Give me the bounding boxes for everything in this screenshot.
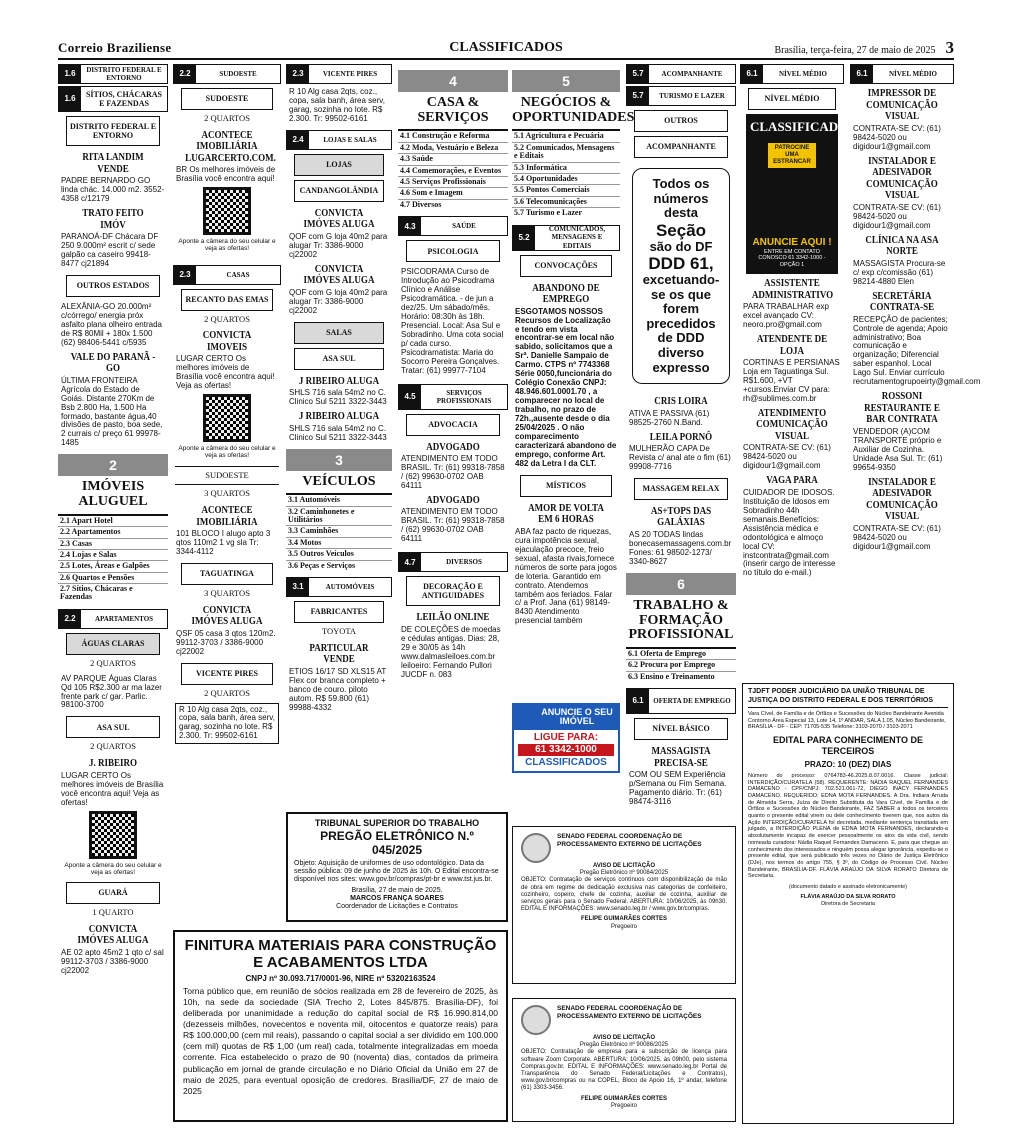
subsection-box: FABRICANTES — [294, 601, 384, 623]
classified-ad: ADVOGADO ATENDIMENTO EM TODO BRASIL. Tr: (61) 99318-7858 / (62) 99630-0702 OAB 64111 — [401, 440, 505, 490]
rooms-label: 3 QUARTOS — [204, 588, 250, 599]
classified-ad: J RIBEIRO ALUGA SHLS 716 sala 54m2 no C. Clinico Sul 5211 3322-3443 — [289, 374, 387, 407]
classified-ad: CONVICTA IMÓVES ALUGA AE 02 apto 45m2 1 qto c/ sal 99112-3703 / 3386-9000 cj22002 — [61, 922, 164, 975]
rooms-label: 2 QUARTOS — [90, 741, 136, 752]
classified-ad: TRATO FEITO IMÓV PARANOÁ-DF Chácara DF 250 9.000m² escrit c/ sede galpão ca caseiro 99418-8477 cj21894 — [61, 206, 159, 268]
subsection-box: CONVOCAÇÕES — [520, 255, 612, 277]
rooms-label: 3 QUARTOS — [204, 488, 250, 499]
subsection-box: LOJAS — [294, 154, 384, 176]
subsection-box: RECANTO DAS EMAS — [181, 289, 273, 311]
category-tag: 2.3 VICENTE PIRES — [286, 64, 392, 84]
notice-senado-2: SENADO FEDERAL COORDENAÇÃO DE PROCESSAMENTO EXTERNO DE LICITAÇÕES AVISO DE LICITAÇÃO Pregão Eletrônico nº 90086/2025 OBJETO: Contratação de empresa para a subscrição de licença para software Zoom Corporate. ABERTURA: 10/06/2025, às 09h00, pelo sistema Compras.gov.br. EDITAL E INFORMAÇÕES: www.senado.leg.br Portal de Transparência do Senado Federal/Licitações e Contratos), www.gov.br/compras ou na COPEL, Bloco de Apoio 16, 1º andar, telefone (61) 3303-3456. FELIPE GUIMARÃES CORTES Pregoeiro — [512, 998, 736, 1122]
rooms-label: 2 QUARTOS — [204, 687, 250, 698]
rooms-label: 2 QUARTOS — [90, 657, 136, 668]
column-5 — [512, 64, 635, 628]
classified-ad: CONVICTA IMOVEIS LUGAR CERTO Os melhores imóveis de Brasília você encontra aqui! Veja as ofertas! Aponte a câmera do seu celular e veja as ofertas! — [176, 329, 276, 460]
section-index: 6.1 Oferta de Emprego 6.2 Procura por Emprego 6.3 Ensino e Treinamento — [626, 647, 736, 682]
classified-ad: R 10 Alg casa 2qts, coz., copa, sala banh, área serv, garag, sozinha no lote. R$ 2.300. Tr: 99502-6161 — [289, 87, 385, 123]
classified-ad: ABANDONO DE EMPREGO ESGOTAMOS NOSSOS Recursos de Localização e tendo em vista encontrar-se em local não sabido, solicitamos que a Srª. Danielle Sampaio de Carmo. CTPS nº 7743368 Série 0050,funcionária do Colégio Conexão CNPJ: 48.946.601.0001.70 , a comparecer no local de trabalho, no prazo de 72h.,ausente desde o dia 25/04/2025 . O não comparecimento caracterizará abandono de emprego, conforme Art. 482 da Letra I da CLT. — [515, 281, 617, 468]
subsection-box: DECORAÇÃO E ANTIGUIDADES — [406, 576, 500, 606]
category-tag: 1.6 DISTRITO FEDERAL E ENTORNO — [58, 64, 168, 84]
category-tag: 5.7 TURISMO E LAZER — [626, 86, 736, 106]
subsection-box: VICENTE PIRES — [181, 663, 273, 685]
subsection-box: DISTRITO FEDERAL E ENTORNO — [66, 116, 160, 146]
category-tag: 2.2 APARTAMENTOS — [58, 609, 168, 629]
category-tag: 2.2 SUDOESTE — [173, 64, 281, 84]
category-tag: 2.4 LOJAS E SALAS — [286, 130, 392, 150]
category-tag: 3.1 AUTOMÓVEIS — [286, 577, 392, 597]
column-3 — [286, 64, 392, 715]
classified-ad: CONVICTA IMÓVES ALUGA QSF 05 casa 3 qtos 120m2. 99112-3703 / 3386-9000 cj22002 — [176, 603, 276, 656]
section-number: 6 — [626, 573, 736, 595]
notice-tjdft: TJDFT PODER JUDICIÁRIO DA UNIÃO TRIBUNAL DE JUSTIÇA DO DISTRITO FEDERAL E DOS TERRITÓRIOS Vara Cível, de Família e de Órfãos e Sucessões do Núcleo Bandeirante Avenida Contorno Área Especial 13, Lote 14, 1º ANDAR, SALA 1.05, Núcleo Bandeirante, BRASÍLIA - DF - CEP: 71705-535 Telefone: 3103-2070 / 3103-2071 EDITAL PARA CONHECIMENTO DE TERCEIROS PRAZO: 10 (DEZ) DIAS Número do processo: 0764783-46.2025.8.07.0016. Classe judicial: INTERDIÇÃO/CURATELA (58). REQUERENTE: NÁDIA RAQUEL FERNANDES DAMACENO - CPF/CNPJ: 702.521.061-72, DIEGO INACY FERNANDES DAMACENO. REQUERIDO: EDNA MOTA FERNANDES. A Dra. Indiara Arruda de Almeida Serra, Juíza de Direito Substituta da Vara Cível, de Família e de Órfãos e Sucessões do Núcleo Bandeirante, FAZ SABER a todos os terceiros quanto o presente edital virem ou dele conhecimento tiverem que, nos autos da Ação INTERDIÇÃO/CURATELA foi decretada, mediante sentença transitada em julgado, a INTERDIÇÃO PLENA de EDNA MOTA FERNANDES, declarando-a absolutamente incapaz de exercer pessoalmente os atos da vida civil, sendo nomeada curadora: Nádia Raquel Fernandes Damaceno. E, para que chegue ao conhecimento dos interessados e ninguém possa alegar ignorância, expediu-se o presente edital, que será publicado três vezes no Diário de Justiça Eletrônico (DJe), nos termos do artigo 755, § 3º, do Código de Processo Civil. Núcleo Bandeirante, BRASÍLIA-DF. FLÁVIA ARAÚJO DA SILVA RORATO Diretora de Secretaria. (documento datado e assinado eletronicamente) FLÁVIA ARAÚJO DA SILVA RORATO Diretora de Secretaria — [742, 683, 954, 1124]
classified-ad: ALEXÂNIA-GO 20.000m² c/córrego/ energia próx asfalto plana olheiro entrada de R$ 80Mil + 180x 1.500 (62) 98406-5441 c/5935 — [61, 301, 162, 347]
classified-ad: ATENDENTE DE LOJA CORTINAS E PERSIANAS Loja em Taguatinga Sul. R$1.600, +VT +cursos.Enviar CV para: rh@sublimes.com.br — [743, 332, 840, 403]
info-callout: Todos os números desta Seção são do DF DDD 61, excetuando-se os que forem precedidos de DDD diverso expresso — [632, 168, 730, 384]
classified-ad: INSTALADOR E ADESIVADOR COMUNICAÇÃO VISUAL CONTRATA-SE CV: (61) 98424-5020 ou digidour1@gmail.com — [853, 475, 941, 551]
category-tag: 5.2 COMUNICADOS, MENSAGENS E EDITAIS — [512, 225, 620, 251]
classified-ad: ACONTECE IMOBILIÁRIA 101 BLOCO I alugo apto 3 qtos 110m2 1 vg sla Tr: 3344-4112 — [176, 504, 271, 557]
qr-code-icon — [89, 811, 137, 859]
subsection-box: CANDANGOLÂNDIA — [294, 180, 384, 202]
subsection-box: TAGUATINGA — [181, 563, 273, 585]
classified-ad: AS+TOPS DAS GALÁXIAS AS 20 TODAS lindas bonecasemassagens.com.br Fones: 61 98502-1273/ 3340-8627 — [629, 504, 732, 566]
category-tag: 4.7 DIVERSOS — [398, 552, 508, 572]
classified-ad: J RIBEIRO ALUGA SHLS 716 sala 54m2 no C. Clinico Sul 5211 3322-3443 — [289, 410, 387, 442]
classified-ad: R 10 Alg casa 2qts, coz., copa, sala banh, área serv, garag, sozinha no lote. R$ 2.300. Tr: 99502-6161 — [175, 703, 279, 745]
section-index: 4.1 Construção e Reforma 4.2 Moda, Vestuário e Beleza 4.3 Saúde 4.4 Comemorações, e Eventos 4.5 Serviços Profissionais 4.6 Som e Imagem 4.7 Diversos — [398, 129, 508, 210]
section-title: CLASSIFICADOS — [449, 39, 563, 55]
subsection-box: SUDOESTE — [181, 88, 273, 110]
section-heading: NEGÓCIOS & OPORTUNIDADES — [512, 95, 635, 125]
section-index: 3.1 Automóveis 3.2 Caminhonetes e Utilitários 3.3 Caminhões 3.4 Motos 3.5 Outros Veículos 3.6 Peças e Serviços — [286, 493, 392, 571]
classified-ad: CLÍNICA NA ASA NORTE MASSAGISTA Procura-se c/ exp c/comissão (61) 98214-4880 Elen — [853, 233, 946, 286]
promo-ad: CLASSIFICADOS PATROCINE UMA ESTRANCAR ANUNCIE AQUI ! ENTRE EM CONTATO CONOSCO 61 3342-1000 - OPÇÃO 1 — [746, 114, 838, 274]
page-info — [774, 39, 954, 56]
advertise-banner: ANUNCIE O SEU IMÓVEL LIGUE PARA: 61 3342-1000 CLASSIFICADOS — [512, 703, 620, 773]
category-tag: 2.3 CASAS — [173, 265, 281, 285]
section-number: 4 — [398, 70, 508, 92]
subsection-box: ASA SUL — [66, 716, 160, 738]
rooms-label: 2 QUARTOS — [204, 313, 250, 324]
rooms-label: 1 QUARTO — [92, 906, 134, 917]
notice-finitura: FINITURA MATERIAIS PARA CONSTRUÇÃO E ACABAMENTOS LTDA CNPJ nº 30.093.717/0001-96, NIRE nº 53202163524 Torna público que, em reunião de sócios realizada em 28 de fevereiro de 2025, às 10h, na sede da sociedade (SIA Trecho 2, Lotes 845/875. Brasília-DF), foi deliberada por unanimidade a redução do capital social de R$ 16.990.814,00 (dezesseis milhões, novecentos e noventa mil, oitocentos e quatorze reais) para R$ 100.000,00 (cem mil reais), passando o capital social a ser dividido em 100.000 (cem mil) quotas de R$ 1,00 (um real) cada, totalmente integralizadas em moeda corrente. Fica estabelecido o prazo de 90 (noventa) dias, contados da primeira publicação em jornal de grande circulação e no Diário Oficial da União em 27 de maio de 2025, para eventual oposição de credores. Brasília/DF, 27 de maio de 2025 — [173, 930, 508, 1122]
classified-ad: PSICODRAMA Curso de Introdução ao Psicodrama Clínico e Análise Psicodramática. - de jun a dez/25. Um sábado/mês. Horário: 08:30h às 18h. Presencial. Local: Asa Sul e Sobradinho. Uma cota social p/ cada curso. Psicodramatista: Maria do Socorro Pereira Gonçalves. Tratar: (61) 99977-7104 — [401, 267, 504, 375]
subsection-box: NÍVEL MÉDIO — [748, 88, 836, 110]
column-6 — [626, 64, 736, 809]
subsection-box: ÁGUAS CLARAS — [66, 633, 160, 655]
column-4 — [398, 64, 508, 682]
classified-ad: VAGA PARA CUIDADOR DE IDOSOS. Instituição de Idosos em Sobradinho 44h semanais.Benefícios: Assistência médica e odontológica e almoço local CV: instcontrata@gmail.com (inserir cargo de interesse no título do e-mail.) — [743, 474, 836, 578]
classified-ad: CRIS LOIRA ATIVA E PASSIVA (61) 98525-2760 N.Band. — [629, 395, 710, 427]
subsection-box: OUTROS — [634, 110, 728, 132]
subsection-box: ACOMPANHANTE — [634, 136, 728, 158]
category-tag: 6.1 OFERTA DE EMPREGO — [626, 688, 736, 714]
category-tag: 4.5 SERVIÇOS PROFISSIONAIS — [398, 384, 508, 410]
page-header — [58, 38, 954, 60]
classified-ad: CONVICTA IMÓVES ALUGA QOF com G loja 40m2 para alugar Tr: 3386-9000 cj22002 — [289, 262, 388, 315]
section-index: 5.1 Agricultura e Pecuária 5.2 Comunicados, Mensagens e Editais 5.3 Informática 5.4 Oportunidades 5.5 Pontos Comerciais 5.6 Telecomunicações 5.7 Turismo e Lazer — [512, 129, 620, 218]
rooms-label: 2 QUARTOS — [204, 113, 250, 123]
category-tag: 6.1 NÍVEL MÉDIO — [850, 64, 954, 84]
subsection-label: SUDOESTE — [205, 469, 249, 480]
section-number: 5 — [512, 70, 620, 92]
subsection-box: ADVOCACIA — [406, 414, 500, 436]
subsection-box: SALAS — [294, 322, 384, 344]
classified-ad: ACONTECE IMOBILIÁRIA LUGARCERTO.COM. BR Os melhores imóveis de Brasília você encontra aqui! Aponte a câmera do seu celular e veja as ofertas! — [176, 128, 276, 253]
category-tag: 5.7 ACOMPANHANTE — [626, 64, 736, 84]
classified-ad: VALE DO PARANÃ - GO ÚLTIMA FRONTEIRA Agrícola do Estado de Goiás. Distante 270Km de Bsb 2.800 Ha, 1.500 Ha formado, bastante água,40 divisões de pasto, boa sede, 2 currais c/ preço 61 99978-1485 — [61, 350, 163, 448]
classified-ad: PARTICULAR VENDE ETIOS 16/17 SD XLS15 AT Flex cor branca completo + banco de couro. piloto autom. R$ 59.800 (61) 99988-4332 — [289, 641, 387, 712]
subsection-box: MÍSTICOS — [520, 475, 612, 497]
classified-ad: LEILA PORNÔ MULHERÃO CAPA De Revista c/ anal ate o fim (61) 99908-7716 — [629, 430, 731, 471]
section-heading: IMÓVEIS ALUGUEL — [78, 479, 148, 510]
page-number: 3 — [945, 38, 954, 57]
classified-ad: ADVOGADO ATENDIMENTO EM TODO BRASIL. Tr: (61) 99318-7858 / (62) 99630-0702 OAB 64111 — [401, 493, 505, 544]
column-8 — [850, 64, 981, 554]
classified-ad: ATENDIMENTO COMUNICAÇÃO VISUAL CONTRATA-SE CV: (61) 98424-5020 ou digidour1@gmail.com — [743, 406, 831, 471]
classified-ad: ROSSONI RESTAURANTE E BAR CONTRATA VENDEDOR (A)COM TRANSPORTE próprio e Auxiliar de Cozinha. Unidade Asa Sul. Tr: (61) 99654-9350 — [853, 390, 943, 472]
qr-code-icon — [203, 394, 251, 442]
notice-senado-1: SENADO FEDERAL COORDENAÇÃO DE PROCESSAMENTO EXTERNO DE LICITAÇÕES AVISO DE LICITAÇÃO Pregão Eletrônico nº 90084/2025 OBJETO: Contratação de serviços contínuos com disponibilização de mão de obra em regime de dedicação exclusiva nas categorias de confeiteiro, cozinheiro, copeiro, chefe de cozinha, auxiliar de cozinha, auxiliar de serviços gerais para o Senado Federal. ABERTURA: 10/06/2025, às 09h30. EDITAL E INFORMAÇÕES: www.senado.leg.br / www.gov.br/compras. FELIPE GUIMARÃES CORTES Pregoeiro — [512, 826, 736, 984]
section-number: 3 — [286, 449, 392, 471]
classified-ad: ASSISTENTE ADMINISTRATIVO PARA TRABALHAR exp excel avançado CV: neoro.pro@gmail.com — [743, 277, 834, 329]
subsection-box: ASA SUL — [294, 348, 384, 370]
brand-logo: Correio Braziliense — [58, 40, 172, 56]
section-heading: TRABALHO & FORMAÇÃO PROFISSIONAL — [628, 597, 734, 643]
section-number: 2 — [58, 454, 168, 476]
subsection-box: NÍVEL BÁSICO — [634, 718, 728, 740]
subsection-box: MASSAGEM RELAX — [634, 478, 728, 500]
date: Brasília, terça-feira, 27 de maio de 2025 — [774, 44, 936, 56]
classified-ad: SECRETÁRIA CONTRATA-SE RECEPÇÃO de pacientes; Controle de agenda; Apoio administrativo; Boa comunicação e organização; Diferencial saber espanhol. Local Lago Sul. Enviar currículo recrutamentogrupoeirty@gmail.com — [853, 289, 981, 387]
senado-seal-icon — [521, 833, 551, 863]
divider — [175, 484, 279, 485]
qr-code-icon — [203, 187, 251, 235]
brand-label: TOYOTA — [321, 626, 357, 637]
classified-ad: LEILÃO ONLINE DE COLEÇÕES de moedas e cédulas antigas. Dias: 28, 29 e 30/05 às 14h www.dalmasleiloes.com.br leiloeiro: Fernando Pullori JUCDF n. 083 — [401, 611, 501, 679]
classified-ad: INSTALADOR E ADESIVADOR COMUNICAÇÃO VISUAL CONTRATA-SE CV: (61) 98424-5020 ou digidour1@gmail.com — [853, 154, 941, 230]
classified-ad: AV PARQUE Águas Claras Qd 105 R$2.300 ar ma lazer frente park c/ gar. Parlic. 98100-3700 — [61, 673, 162, 710]
notice-tst: TRIBUNAL SUPERIOR DO TRABALHO PREGÃO ELETRÔNICO N.º 045/2025 Objeto: Aquisição de uniformes de uso odontológico. Data da sessão pública: 09 de junho de 2025 às 10h. O Edital encontra-se disponível nos sites: www.gov.br/compras/pt-br e www.tst.jus.br. Brasília, 27 de maio de 2025. MARCOS FRANÇA SOARES Coordenador de Licitações e Contratos — [286, 812, 508, 922]
subsection-box: GUARÁ — [66, 882, 160, 904]
section-heading: CASA & SERVIÇOS — [417, 95, 489, 125]
section-index: 2.1 Apart Hotel 2.2 Apartamentos 2.3 Casas 2.4 Lojas e Salas 2.5 Lotes, Áreas e Galpões 2.6 Quartos e Pensões 2.7 Sítios, Chácaras e Fazendas — [58, 514, 168, 603]
section-heading: VEÍCULOS — [302, 473, 376, 489]
category-tag: 4.3 SAÚDE — [398, 216, 508, 236]
column-2 — [173, 64, 281, 744]
subsection-box: PSICOLOGIA — [406, 240, 500, 262]
category-tag: 6.1 NÍVEL MÉDIO — [740, 64, 844, 84]
column-1 — [58, 64, 168, 978]
classified-ad: MASSAGISTA PRECISA-SE COM OU SEM Experiência p/Semana ou Fim Semana. Pagamento diário. Tr: (61) 98474-3116 — [629, 745, 727, 807]
senado-seal-icon — [521, 1005, 551, 1035]
category-tag: 1.6 SÍTIOS, CHÁCARAS E FAZENDAS — [58, 86, 168, 112]
subsection-box: OUTROS ESTADOS — [66, 275, 160, 297]
column-7 — [740, 64, 856, 580]
classified-ad: RITA LANDIM VENDE PADRE BERNARDO GO linda chác. 14.000 m2. 3552-4358 c/12179 — [61, 151, 165, 203]
classified-ad: IMPRESSOR DE COMUNICAÇÃO VISUAL CONTRATA-SE CV: (61) 98424-5020 ou digidour1@gmail.com — [853, 87, 941, 151]
classified-ad: J. RIBEIRO LUGAR CERTO Os melhores imóveis de Brasília você encontra aqui! Veja as ofertas! Aponte a câmera do seu celular e veja as ofertas! — [61, 757, 164, 876]
divider — [175, 466, 279, 467]
classified-ad: CONVICTA IMÓVES ALUGA QOF com G loja 40m2 para alugar Tr: 3386-9000 cj22002 — [289, 206, 388, 259]
classified-ad: AMOR DE VOLTA EM 6 HORAS ABA faz pacto de riquezas, cura impotência sexual, ejaculação precoce, freio sexual, afasta rivais,fornece números de sorte para jogos de loteria. Garantido em contrato. Atendemos também aos feriados. Falar c/ a Prof. Jana (61) 98149-8430 Atendimento presencial também — [515, 501, 617, 626]
